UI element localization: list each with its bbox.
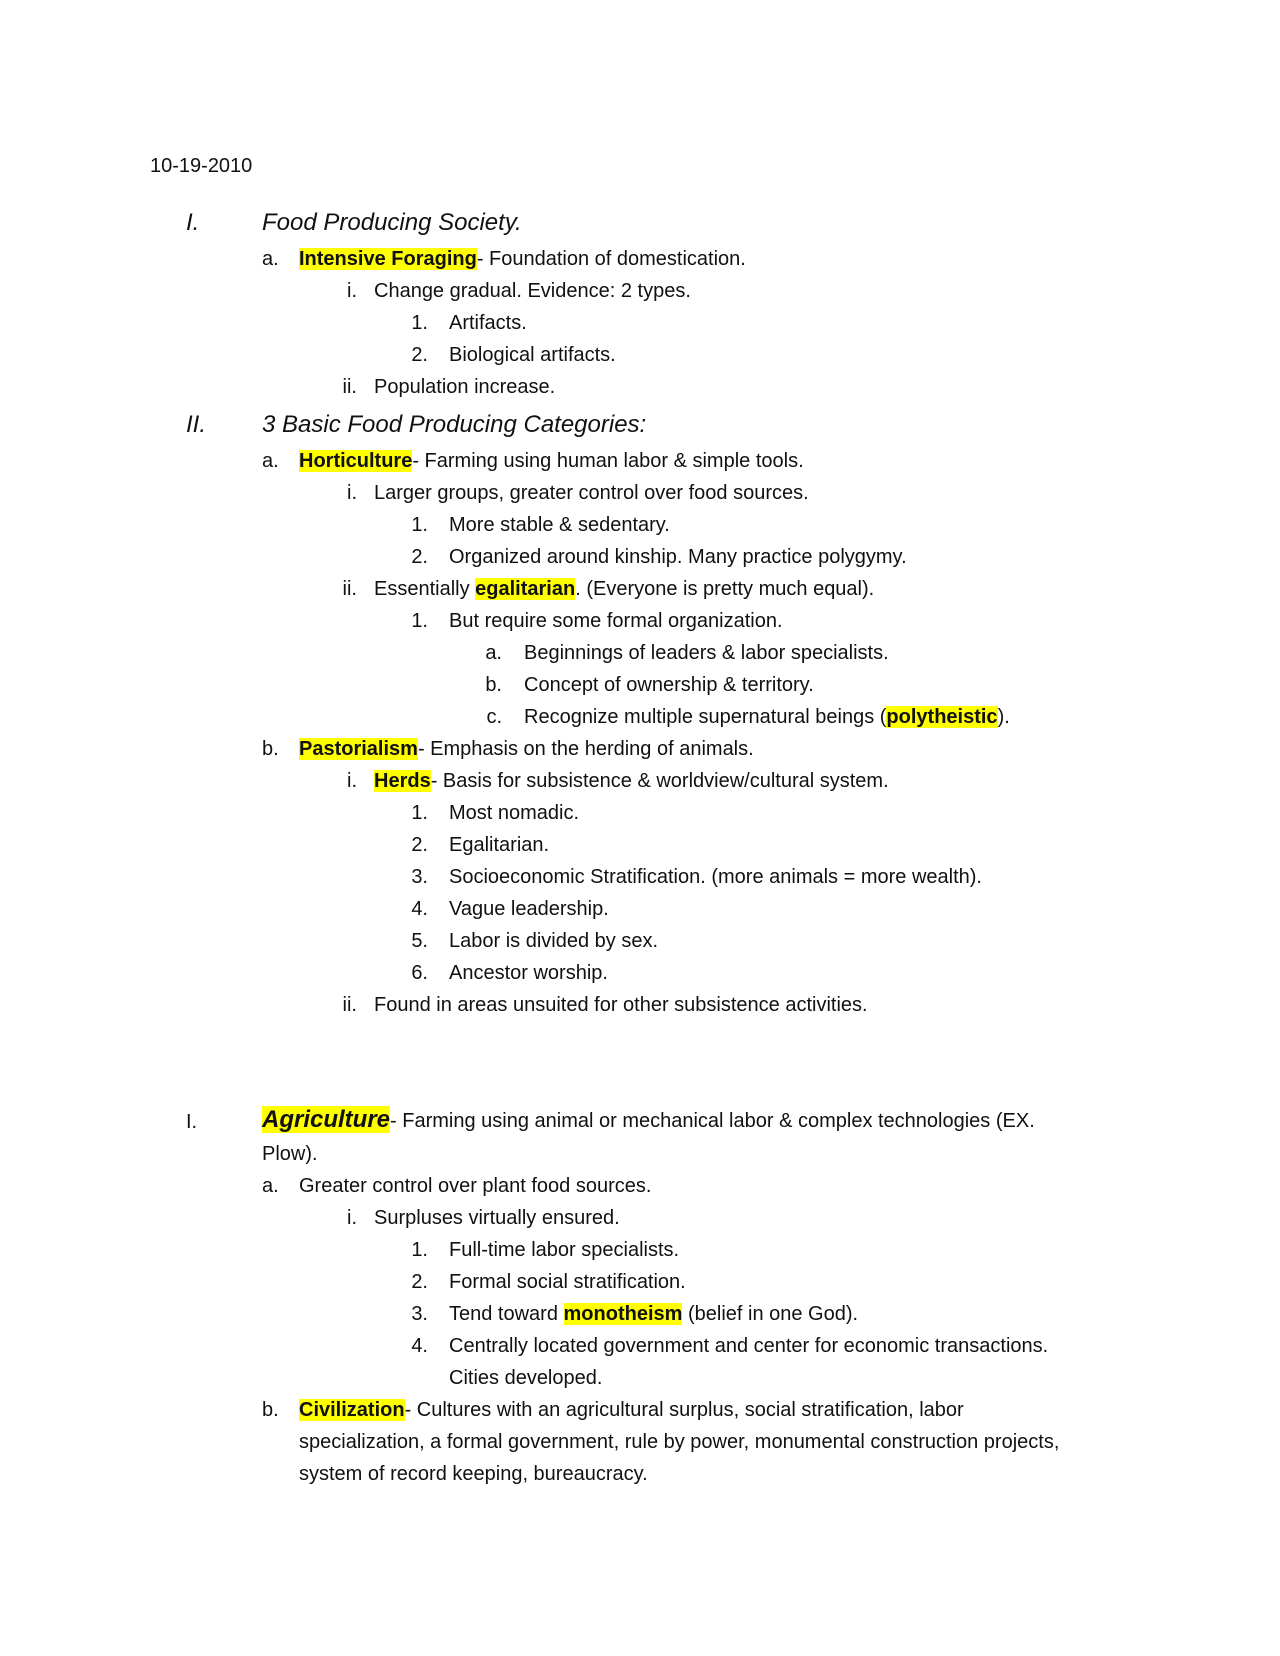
s1-a-ii-marker: ii.	[342, 376, 357, 398]
s2-b-i-5-text: Labor is divided by sex.	[449, 930, 659, 952]
s2-a-term: Horticulture	[299, 450, 413, 472]
s1-a-i-1-marker: 1.	[411, 312, 428, 334]
s3-a-i-2-text: Formal social stratification.	[449, 1271, 686, 1293]
s2-b-ii-marker: ii.	[342, 994, 357, 1016]
s2-a-item	[299, 447, 804, 475]
s2-b-i-marker: i.	[347, 770, 357, 792]
s2-b-i-5-marker: 5.	[411, 930, 428, 952]
s3-a-i-marker: i.	[347, 1207, 357, 1229]
s2-a-ii-1-c-pre: Recognize multiple supernatural beings (	[524, 706, 887, 728]
s3-a-i-text: Surpluses virtually ensured.	[374, 1207, 620, 1229]
s1-a-i-marker: i.	[347, 280, 357, 302]
s3-a-i-1-marker: 1.	[411, 1239, 428, 1261]
s3-a-i-4-text: Centrally located government and center for economic transactions.	[449, 1335, 1049, 1357]
s2-a-ii-1-a-text: Beginnings of leaders & labor specialists.	[524, 642, 889, 664]
s2-b-i-3-marker: 3.	[411, 866, 428, 888]
s3-a-i-4-text-cont: Cities developed.	[449, 1367, 603, 1389]
s2-a-ii-1-c-post: ).	[997, 706, 1010, 728]
s3-a-i-3-marker: 3.	[411, 1303, 428, 1325]
s2-b-i-1-text: Most nomadic.	[449, 802, 580, 824]
s2-a-ii-pre: Essentially	[374, 578, 476, 600]
s2-b-i-1-marker: 1.	[411, 802, 428, 824]
section-2-marker: II.	[186, 411, 207, 438]
s1-a-i-2-marker: 2.	[411, 344, 428, 366]
s2-a-ii-1-c-item	[524, 703, 1010, 731]
s1-a-term: Intensive Foraging	[299, 248, 477, 270]
section-1-title: Food Producing Society.	[262, 209, 522, 236]
s2-a-ii-1-b-marker: b.	[485, 674, 502, 696]
s2-a-ii-1-c-term: polytheistic	[886, 706, 998, 728]
s2-a-ii-term: egalitarian	[475, 578, 576, 600]
s2-b-i-4-text: Vague leadership.	[449, 898, 609, 920]
s3-a-i-3-post: (belief in one God).	[682, 1303, 859, 1325]
s1-a-item	[299, 245, 746, 273]
section-2-title: 3 Basic Food Producing Categories:	[262, 411, 647, 438]
s2-a-text: - Farming using human labor & simple tools.	[412, 450, 804, 472]
s2-a-i-text: Larger groups, greater control over food sources.	[374, 482, 809, 504]
s2-a-ii-post: . (Everyone is pretty much equal).	[575, 578, 875, 600]
s2-b-item	[299, 735, 754, 763]
s2-b-i-2-text: Egalitarian.	[449, 834, 550, 856]
s2-b-i-text: - Basis for subsistence & worldview/cultural system.	[430, 770, 889, 792]
s2-a-i-1-text: More stable & sedentary.	[449, 514, 670, 536]
s3-b-text-line3: system of record keeping, bureaucracy.	[299, 1463, 648, 1485]
s3-a-i-4-marker: 4.	[411, 1335, 428, 1357]
s2-a-ii-marker: ii.	[342, 578, 357, 600]
s2-b-ii-text: Found in areas unsuited for other subsistence activities.	[374, 994, 868, 1016]
s2-a-i-1-marker: 1.	[411, 514, 428, 536]
s2-b-i-4-marker: 4.	[411, 898, 428, 920]
s1-a-ii-text: Population increase.	[374, 376, 556, 398]
s1-a-i-1-text: Artifacts.	[449, 312, 527, 334]
s2-a-ii-1-marker: 1.	[411, 610, 428, 632]
section-3-text: - Farming using animal or mechanical labor & complex technologies (EX.	[390, 1110, 1035, 1132]
s2-a-ii-1-a-marker: a.	[485, 642, 502, 664]
s3-a-i-3-term: monotheism	[563, 1303, 683, 1325]
s2-b-i-6-marker: 6.	[411, 962, 428, 984]
s2-a-i-2-text: Organized around kinship. Many practice polygymy.	[449, 546, 907, 568]
s2-b-i-term: Herds	[374, 770, 431, 792]
s3-a-text: Greater control over plant food sources.	[299, 1175, 652, 1197]
section-3-term: Agriculture	[262, 1106, 391, 1133]
section-3-text-cont: Plow).	[262, 1143, 318, 1165]
section-3-heading	[262, 1106, 1035, 1135]
s1-a-text: - Foundation of domestication.	[476, 248, 746, 270]
s2-b-i-3-text: Socioeconomic Stratification. (more animals = more wealth).	[449, 866, 982, 888]
s3-a-i-2-marker: 2.	[411, 1271, 428, 1293]
s1-a-i-text: Change gradual. Evidence: 2 types.	[374, 280, 691, 302]
s3-b-text: - Cultures with an agricultural surplus, social stratification, labor	[404, 1399, 964, 1421]
s1-a-i-2-text: Biological artifacts.	[449, 344, 616, 366]
s2-a-ii-1-text: But require some formal organization.	[449, 610, 783, 632]
s2-a-ii-1-b-text: Concept of ownership & territory.	[524, 674, 814, 696]
s3-a-marker: a.	[262, 1175, 279, 1197]
s2-b-i-6-text: Ancestor worship.	[449, 962, 608, 984]
document-date: 10-19-2010	[150, 155, 253, 177]
s2-b-marker: b.	[262, 738, 279, 760]
s2-b-i-item	[374, 767, 889, 795]
s3-b-term: Civilization	[299, 1399, 405, 1421]
s1-a-marker: a.	[262, 248, 279, 270]
s2-a-i-2-marker: 2.	[411, 546, 428, 568]
s2-a-ii-item	[374, 575, 874, 603]
s2-a-marker: a.	[262, 450, 279, 472]
s2-b-i-2-marker: 2.	[411, 834, 428, 856]
section-1-marker: I.	[186, 209, 200, 236]
s2-a-ii-1-c-marker: c.	[486, 706, 502, 728]
s3-b-marker: b.	[262, 1399, 279, 1421]
s2-b-text: - Emphasis on the herding of animals.	[417, 738, 754, 760]
s3-a-i-3-item	[449, 1300, 858, 1328]
s3-a-i-1-text: Full-time labor specialists.	[449, 1239, 680, 1261]
s3-b-text-line2: specialization, a formal government, rule by power, monumental construction projects,	[299, 1431, 1060, 1453]
section-3-marker: I.	[186, 1111, 198, 1133]
s3-b-item	[299, 1396, 964, 1424]
s3-a-i-3-pre: Tend toward	[449, 1303, 564, 1325]
s2-b-term: Pastorialism	[299, 738, 418, 760]
s2-a-i-marker: i.	[347, 482, 357, 504]
